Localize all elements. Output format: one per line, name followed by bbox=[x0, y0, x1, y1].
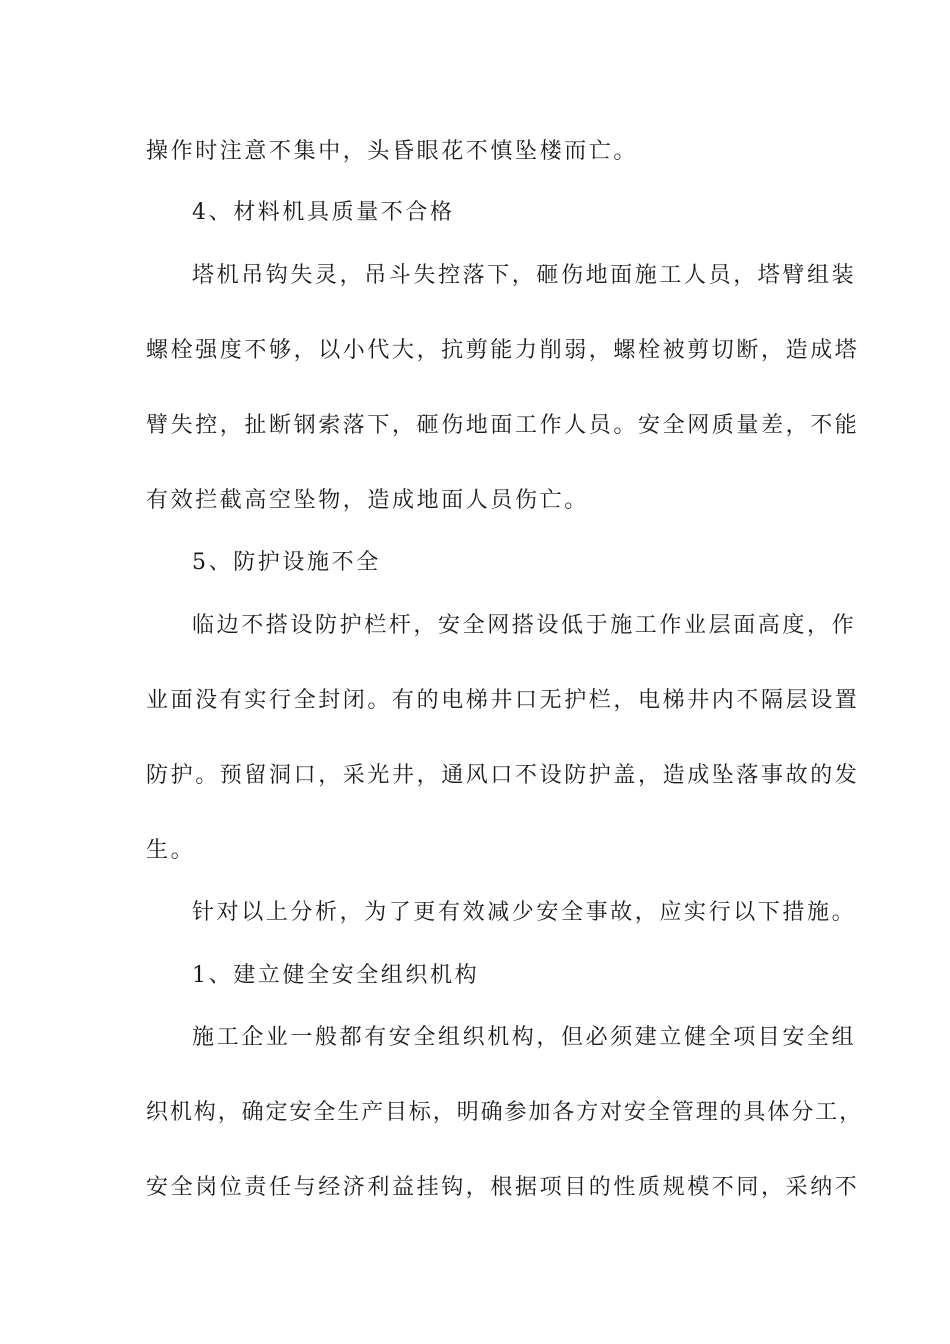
paragraph-line: 织机构，确定安全生产目标，明确参加各方对安全管理的具体分工， bbox=[146, 1100, 864, 1125]
section-heading: 5、防护设施不全 bbox=[192, 550, 381, 575]
paragraph-line: 塔机吊钩失灵，吊斗失控落下，砸伤地面施工人员，塔臂组装 bbox=[192, 263, 857, 288]
paragraph-line: 安全岗位责任与经济利益挂钩，根据项目的性质规模不同，采纳不 bbox=[146, 1175, 860, 1200]
paragraph-line: 臂失控，扯断钢索落下，砸伤地面工作人员。安全网质量差，不能 bbox=[146, 413, 860, 438]
paragraph-line: 业面没有实行全封闭。有的电梯井口无护栏，电梯井内不隔层设置 bbox=[146, 688, 860, 713]
paragraph-line: 生。 bbox=[146, 838, 196, 863]
paragraph-line: 防护。预留洞口，采光井，通风口不设防护盖，造成坠落事故的发 bbox=[146, 763, 860, 788]
paragraph-line: 操作时注意不集中，头昏眼花不慎坠楼而亡。 bbox=[146, 139, 639, 164]
paragraph-line: 临边不搭设防护栏杆，安全网搭设低于施工作业层面高度，作 bbox=[192, 613, 857, 638]
paragraph-line: 有效拦截高空坠物，造成地面人员伤亡。 bbox=[146, 488, 589, 513]
paragraph-line: 针对以上分析，为了更有效减少安全事故，应实行以下措施。 bbox=[192, 900, 857, 925]
paragraph-line: 施工企业一般都有安全组织机构，但必须建立健全项目安全组 bbox=[192, 1025, 857, 1050]
paragraph-line: 螺栓强度不够，以小代大，抗剪能力削弱，螺栓被剪切断，造成塔 bbox=[146, 338, 860, 363]
section-heading: 1、建立健全安全组织机构 bbox=[192, 963, 480, 988]
section-heading: 4、材料机具质量不合格 bbox=[192, 200, 455, 225]
